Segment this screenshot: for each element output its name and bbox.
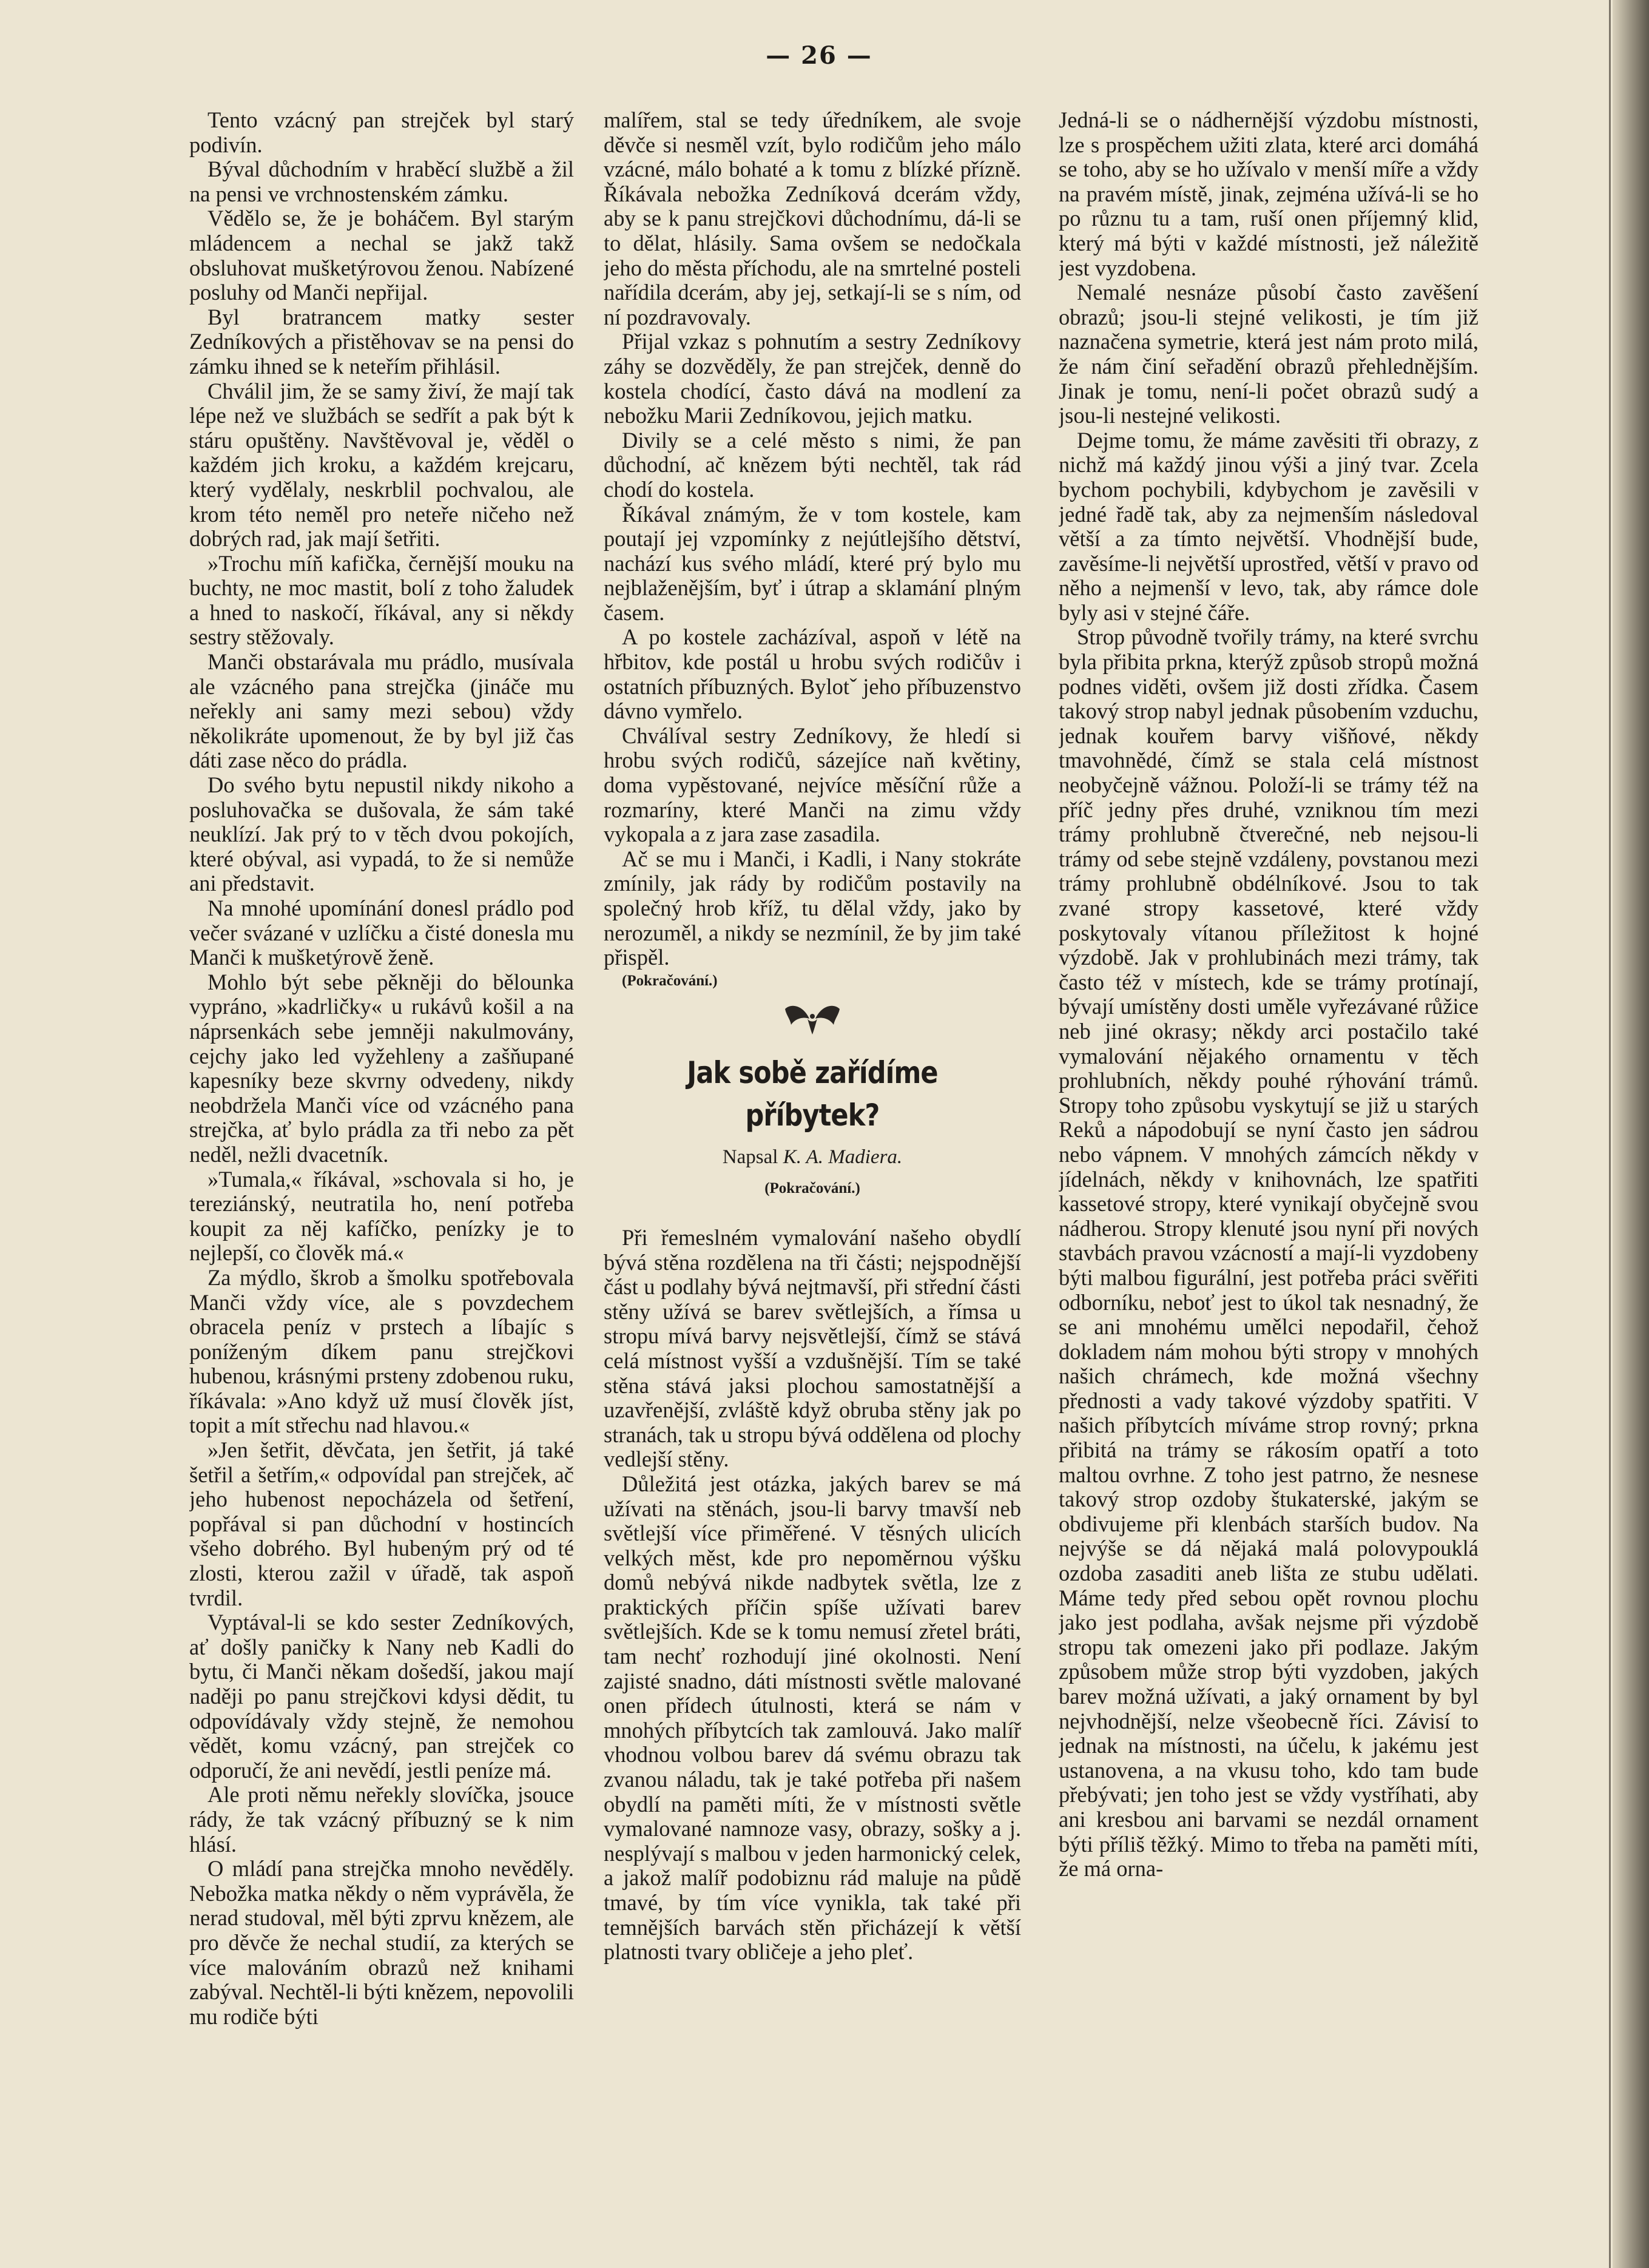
paragraph: Mohlo být sebe pěkněji do bělounka vypráno, »kadrličky« u rukávů košil a na náprsenkách sebe jemněji nakulmovány, cejchy jako led vyžehleny a zašňupané kapesníky beze skvrny odvedeny, nikdy neobdržela Manči více od vzácného pana strejčka, ať bylo prádla za tři nebo za pět neděl, nežli dvacetník. (189, 969, 574, 1167)
paragraph: Za mýdlo, škrob a šmolku spotřebovala Manči vždy více, ale s povzdechem obracela peníz v prstech a líbajíc s poníženým díkem panu strejčkovi hubenou, krásnými prsteny zdobenou ruku, říkávala: »Ano když už musí člověk jíst, topit a mít střechu nad hlavou.« (189, 1264, 574, 1438)
paragraph: malířem, stal se tedy úředníkem, ale svoje děvče si nesměl vzít, bylo rodičům jeho málo vzácné, málo bohaté a k tomu z blízké přízně. Říkávala nebožka Zedníková dcerám vždy, aby se k panu strejčkovi důchodnímu, dá-li se to dělat, hlásily. Sama ovšem se nedočkala jeho do města příchodu, ale na smrtelné posteli nařídila dcerám, aby jej, setkají-li se s ním, od ní pozdravovaly. (604, 108, 1021, 329)
article-continued-label: (Pokračování.) (764, 1180, 860, 1197)
paragraph: Manči obstarávala mu prádlo, musívala ale vzácného pana strejčka (jináče mu neřekly ani samy mezi sebou) vždy několikráte upomenout, že by byl již čas dáti zase něco do prádla. (189, 649, 574, 773)
paragraph: Chválil jim, že se samy živí, že mají tak lépe než ve službách se sedřít a pak být k stáru opuštěny. Navštěvoval je, věděl o každém jich kroku, a každém krejcaru, který vydělaly, neskrblil pochvalou, ale krom této neměl pro neteře ničeho než dobrých rad, jak mají šetřiti. (189, 378, 574, 552)
binding-shadow (1613, 0, 1649, 2268)
article-title: Jak sobě zařídíme příbytek? (687, 1055, 938, 1133)
paragraph: A po kostele zacházíval, aspoň v létě na hřbitov, kde postál u hrobu svých rodičův i ostatních příbuzných. Bylotˇ jeho příbuzenstvo dávno vymřelo. (604, 624, 1021, 724)
paragraph: Vědělo se, že je boháčem. Byl starým mládencem a nechal se jakž takž obsluhovat mušketýrovou ženou. Nabízené posluhy od Manči nepřijal. (189, 206, 574, 305)
paragraph: Důležitá jest otázka, jakých barev se má užívati na stěnách, jsou-li barvy tmavší neb světlejší více přiměřené. V těsných ulicích velkých měst, kde pro nepoměrnou výšku domů nebývá nikde nadbytek světla, lze z praktických příčin spíše užívati barev světlejších. Kde se k tomu nemusí zřetel bráti, tam nechť rozhodují jiné okolnosti. Není zajisté snadno, dáti místnosti světle malované onen přídech útulnosti, která se nám v mnohých příbytcích tak zamlouvá. Jako malíř vhodnou volbou barev dá svému obrazu tak zvanou náladu, tak je také potřeba při našem obydlí na paměti míti, že v místnosti světle vymalované namnoze vasy, obrazy, sošky a j. nesplývají s malbou v jeden harmonický celek, a jakož malíř podobiznu rád maluje na půdě tmavé, by tím více vynikla, tak také při temnějších barvách stěn přicházejí k větší platnosti tvary obličeje a jeho pleť. (604, 1471, 1021, 1965)
paragraph: Do svého bytu nepustil nikdy nikoho a posluhovačka se dušovala, že sám také neuklízí. Jak prý to v těch dvou pokojích, které obýval, asi vypadá, to že si nemůže ani představit. (189, 772, 574, 896)
continued-label: (Pokračování.) (622, 972, 718, 989)
paragraph: Chválíval sestry Zedníkovy, že hledí si hrobu svých rodičů, sázejíce naň květiny, doma vypěstované, nejvíce měsíční růže a rozmaríny, které Manči na zimu vždy vykopala a z jara zase zasadila. (604, 723, 1021, 847)
paragraph: Ač se mu i Manči, i Kadli, i Nany stokráte zmínily, jak rády by rodičům postavily na společný hrob kříž, tu dělal vždy, jako by nerozuměl, a nikdy se nezmínil, že by jim také přispěl. (604, 846, 1021, 970)
byline-prefix: Napsal (722, 1146, 778, 1168)
paragraph: Říkával známým, že v tom kostele, kam poutají jej vzpomínky z nejútlejšího dětství, nachází kus svého mládí, které prý bylo mu nejblaženějším, byť i útrap a sklamání plným časem. (604, 501, 1021, 625)
byline (604, 1145, 1021, 1170)
paragraph: Divily se a celé město s nimi, že pan důchodní, ač knězem býti nechtěl, tak rád chodí do kostela. (604, 427, 1021, 502)
paragraph: Byl bratrancem matky sester Zedníkových a přistěhovav se na pensi do zámku ihned se k neteřím přihlásil. (189, 304, 574, 379)
column-3 (1059, 108, 1479, 2232)
paragraph: Vyptával-li se kdo sester Zedníkových, ať došly paničky k Nany neb Kadli do bytu, či Manči někam došedší, jakou mají naději po panu strejčkovi kdysi dědit, tu odpovídávaly vždy stejně, že nemohou vědět, komu vzácný, pan strejček co odporučí, že ani nevědí, jestli peníze má. (189, 1610, 574, 1783)
page-number: — 26 — (766, 41, 872, 70)
paragraph: Přijal vzkaz s pohnutím a sestry Zedníkovy záhy se dozvěděly, že pan strejček, denně do kostela chodící, často dává na modlení za nebožku Marii Zedníkovou, jejich matku. (604, 329, 1021, 428)
column-1 (189, 108, 574, 2232)
paragraph: »Tumala,« říkával, »schovala si ho, je tereziánský, neutratila ho, není potřeba koupit za něj kafíčko, penízky je to nejlepší, co člověk má.« (189, 1166, 574, 1266)
page-edge-line (1609, 0, 1611, 2268)
paragraph: Strop původně tvořily trámy, na které svrchu byla přibita prkna, kterýž způsob stropů možná podnes viděti, ovšem již dosti zřídka. Časem takový strop nabyl jednak působením vzduchu, jednak kouřem barvy višňové, někdy tmavohnědé, čímž se stala celá místnost neobyčejně vážnou. Položí-li se trámy též na příč jedny přes druhé, vzniknou tím mezi trámy prohlubně čtverečné, neb nejsou-li trámy od sebe stejně vzdáleny, povstanou mezi trámy prohlubně obdélníkové. Jsou to tak zvané stropy kassetové, které vždy poskytovaly vítanou příležitost k hojné výzdobě. Jak v prohlubinách mezi trámy, tak často též v místech, kde se trámy protínají, bývají umístěny dosti uměle vyřezávané růžice neb jiné okrasy; někdy arci postačilo také vymalování nějakého ornamentu v těch prohlubních, někdy pouhé rýhování trámů. Stropy toho způsobu vyskytují se již u starých Reků a nápodobují se nyní často jen sádrou nebo vápnem. V mnohých zámcích někdy v jídelnách, někdy v knihovnách, lze spatřiti kassetové stropy, které vynikají obyčejně svou nádherou. Stropy klenuté jsou nyní při nových stavbách pravou vzácností a mají-li vyzdobeny býti malbou figurální, jest potřeba práci svěřiti odborníku, neboť jest to úkol tak nesnadný, že se ani mnohému umělci nepodařil, čehož dokladem nám mohou býti stropy v mnohých našich chrámech, kde možná všechny přednosti a vady takové výzdoby spatřiti. V našich příbytcích míváme strop rovný; prkna přibitá na trámy se rákosím opatří a toto maltou ovrhne. Z toho jest patrno, že nesnese takový strop ozdoby štukaterské, jakým se obdivujeme při klenbách starších budov. Na nejvýše se dá nějaká malá polovypouklá ozdoba zasaditi aneb lišta ze stubu udělati. Máme tedy před sebou opět rovnou plochu jako jest podlaha, avšak nejsme při výzdobě stropu tak omezeni jako při podlaze. Jakým způsobem může strop býti vyzdoben, jakých barev možná užívati, a jaký ornament by byl nejvhodnější, nelze všeobecně říci. Závisí to jednak na místnosti, na účelu, k jakému jest ustanovena, a na vkusu toho, kdo tam bude přebývati; jen toho jest se vždy vystříhati, aby ani kresbou ani barvami se nezdál ornament býti příliš těžký. Mimo to třeba na paměti míti, že má orna- (1059, 624, 1479, 1882)
paragraph: Nemalé nesnáze působí často zavěšení obrazů; jsou-li stejné velikosti, je tím již naznačena symetrie, která jest nám proto milá, že nám činí seřadění obrazů přehlednějším. Jinak je tomu, není-li počet obrazů sudý a jsou-li nestejné velikosti. (1059, 280, 1479, 428)
column-2 (604, 108, 1021, 2232)
paragraph: Jedná-li se o nádhernější výzdobu místnosti, lze s prospěchem užiti zlata, které arci domáhá se toho, aby se ho užívalo v menší míře a vždy na pravém místě, jinak, zejména užívá-li se ho po různu tu a tam, ruší onen příjemný klid, který má býti v každé místnosti, jež náležitě jest vyzdobena. (1059, 108, 1479, 280)
paragraph: Při řemeslném vymalování našeho obydlí bývá stěna rozdělena na tři části; nejspodnější část u podlahy bývá nejtmavší, při střední části stěny užívá se barev světlejších, a římsa u stropu mívá barvy nejsvětlejší, čímž se stává celá místnost vyšší a vzdušnější. Tím se také stěna stává jaksi plochou samostatnější a uzavřenější, zvláště když obruba stěny jak po stranách, tak u stropu bývá oddělena od plochy vedlejší stěny. (604, 1224, 1021, 1472)
paragraph: O mládí pana strejčka mnoho nevěděly. Nebožka matka někdy o něm vyprávěla, že nerad studoval, měl býti zprvu knězem, ale pro děvče že nechal studií, za kterých se více malováním obrazů než knihami zabýval. Nechtěl-li býti knězem, nepovolili mu rodiče býti (189, 1856, 574, 2029)
fleuron-ornament (604, 1001, 1021, 1037)
paragraph: »Jen šetřit, děvčata, jen šetřit, já také šetřil a šetřím,« odpovídal pan strejček, ač jeho hubenost nepocházela od šetření, popřával si pan důchodní v hostincích všeho dobrého. Byl hubeným prý od té zlosti, kterou zažil v úřadě, tak aspoň tvrdil. (189, 1437, 574, 1610)
paragraph: Tento vzácný pan strejček byl starý podivín. (189, 108, 574, 157)
author-name: K. A. Madiera. (783, 1146, 903, 1168)
paragraph: Býval důchodním v hraběcí službě a žil na pensi ve vrchnostenském zámku. (189, 157, 574, 206)
paragraph: Dejme tomu, že máme zavěsiti tři obrazy, z nichž má každý jinou výši a jiný tvar. Zcela bychom pochybili, kdybychom je zavěsili v jedné řadě tak, aby za nejmenším následoval větší a za tímto největší. Vhodnější bude, zavěsíme-li největší uprostřed, větší v pravo od něho a nejmenší v levo, tak, aby rámce dole byly asi v stejné čáře. (1059, 427, 1479, 625)
paragraph: Na mnohé upomínání donesl prádlo pod večer svázané v uzlíčku a čisté donesla mu Manči k mušketýrově ženě. (189, 896, 574, 970)
paragraph: Ale proti němu neřekly slovíčka, jsouce rády, že tak vzácný příbuzný se k nim hlásí. (189, 1782, 574, 1857)
paragraph: »Trochu míň kafička, černější mouku na buchty, ne moc mastit, bolí z toho žaludek a hned to naskočí, říkával, any si někdy sestry stěžovaly. (189, 550, 574, 650)
